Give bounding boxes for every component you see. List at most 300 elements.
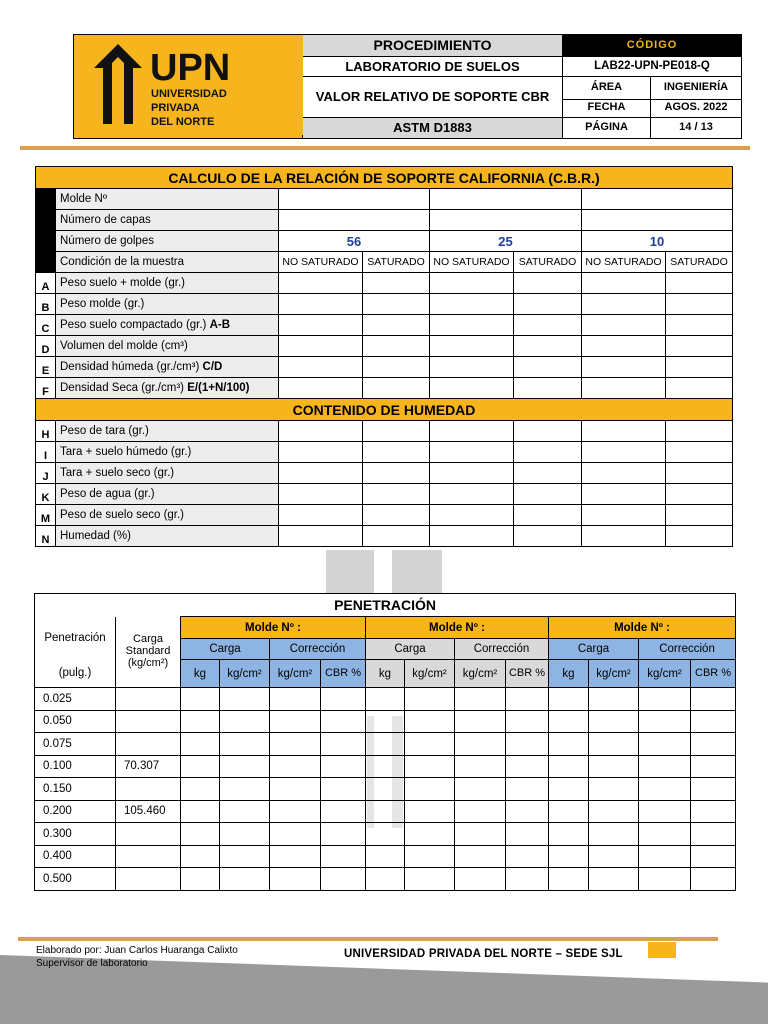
cbr-rows [36, 273, 733, 399]
value-cell[interactable] [181, 868, 220, 891]
value-cell[interactable] [279, 421, 363, 442]
row-letter: B [36, 294, 56, 315]
unit-kgcm2: kg/cm² [220, 660, 270, 688]
value-cell[interactable] [321, 823, 366, 846]
value-cell[interactable] [363, 336, 430, 357]
value-cell[interactable] [220, 733, 270, 756]
value-cell[interactable] [366, 688, 405, 711]
value-cell[interactable] [582, 273, 666, 294]
cond-no-saturado: NO SATURADO [582, 252, 666, 273]
cbr-title: CALCULO DE LA RELACIÓN DE SOPORTE CALIFORNIA (C.B.R.) [36, 167, 733, 189]
value-cell[interactable] [455, 868, 506, 891]
header-divider [20, 146, 750, 150]
value-cell[interactable] [430, 273, 514, 294]
value-cell[interactable] [582, 505, 666, 526]
value-cell[interactable] [514, 357, 582, 378]
value-cell[interactable] [366, 778, 405, 801]
molde-header-3: Molde Nº : [549, 617, 736, 639]
row-letter: D [36, 336, 56, 357]
value-cell[interactable] [181, 688, 220, 711]
value-cell[interactable] [321, 778, 366, 801]
letter-blank [36, 231, 56, 252]
value-cell[interactable] [582, 463, 666, 484]
value-cell[interactable] [582, 526, 666, 547]
value-cell[interactable] [455, 733, 506, 756]
codigo-value: LAB22-UPN-PE018-Q [563, 57, 742, 77]
area-value: INGENIERÍA [651, 77, 742, 100]
value-cell[interactable] [363, 442, 430, 463]
molde-cell-2[interactable] [430, 189, 582, 210]
value-cell[interactable] [181, 823, 220, 846]
value-cell[interactable] [366, 755, 405, 778]
value-cell[interactable] [363, 378, 430, 399]
value-cell[interactable] [514, 378, 582, 399]
fecha-label: FECHA [563, 99, 651, 117]
footer-university: UNIVERSIDAD PRIVADA DEL NORTE – SEDE SJL [344, 948, 623, 960]
cbr-row [36, 357, 733, 378]
std-load-value [116, 688, 181, 711]
value-cell[interactable] [514, 315, 582, 336]
value-cell[interactable] [514, 336, 582, 357]
value-cell[interactable] [506, 688, 549, 711]
value-cell[interactable] [639, 778, 691, 801]
pagina-value: 14 / 13 [651, 117, 742, 138]
value-cell[interactable] [666, 273, 733, 294]
std-load-value [116, 868, 181, 891]
value-cell[interactable] [279, 526, 363, 547]
row-letter: I [36, 442, 56, 463]
pen-value: 0.500 [35, 868, 116, 891]
correccion-header-3: Corrección [639, 639, 736, 660]
value-cell[interactable] [220, 845, 270, 868]
molde-header-2: Molde Nº : [366, 617, 549, 639]
row-label: Peso de suelo seco (gr.) [56, 505, 279, 526]
value-cell[interactable] [363, 505, 430, 526]
value-cell[interactable] [514, 463, 582, 484]
value-cell[interactable] [270, 845, 321, 868]
value-cell[interactable] [582, 378, 666, 399]
golpes-value-3: 10 [582, 231, 733, 252]
decor-block [392, 550, 442, 594]
value-cell[interactable] [666, 463, 733, 484]
value-cell[interactable] [691, 845, 736, 868]
value-cell[interactable] [321, 868, 366, 891]
value-cell[interactable] [181, 733, 220, 756]
value-cell[interactable] [691, 710, 736, 733]
row-formula: A-B [209, 319, 231, 331]
unit-kg: kg [181, 660, 220, 688]
value-cell[interactable] [181, 755, 220, 778]
value-cell[interactable] [582, 357, 666, 378]
unit-kgcm2: kg/cm² [589, 660, 639, 688]
value-cell[interactable] [279, 273, 363, 294]
value-cell[interactable] [666, 505, 733, 526]
value-cell[interactable] [506, 868, 549, 891]
pen-value: 0.100 [35, 755, 116, 778]
logo-line1: UNIVERSIDAD [151, 88, 227, 100]
humedad-row [36, 421, 733, 442]
value-cell[interactable] [279, 442, 363, 463]
footer-credits [36, 945, 238, 970]
value-cell[interactable] [363, 463, 430, 484]
value-cell[interactable] [666, 294, 733, 315]
value-cell[interactable] [430, 505, 514, 526]
value-cell[interactable] [366, 710, 405, 733]
value-cell[interactable] [270, 688, 321, 711]
value-cell[interactable] [405, 845, 455, 868]
value-cell[interactable] [549, 688, 589, 711]
unit-kgcm2: kg/cm² [270, 660, 321, 688]
letter-blank [36, 189, 56, 210]
value-cell[interactable] [589, 733, 639, 756]
value-cell[interactable] [430, 336, 514, 357]
value-cell[interactable] [639, 688, 691, 711]
row-formula: C/D [202, 361, 223, 373]
value-cell[interactable] [363, 421, 430, 442]
cond-saturado: SATURADO [514, 252, 582, 273]
unit-kg: kg [549, 660, 589, 688]
row-label-text: Densidad húmeda (gr./cm³) [60, 361, 203, 373]
document-header [73, 34, 742, 139]
value-cell[interactable] [270, 823, 321, 846]
std-load-value [116, 845, 181, 868]
value-cell[interactable] [506, 778, 549, 801]
pen-value: 0.200 [35, 800, 116, 823]
lab-title: LABORATORIO DE SUELOS [303, 57, 563, 77]
value-cell[interactable] [455, 800, 506, 823]
row-letter: A [36, 273, 56, 294]
value-cell[interactable] [666, 526, 733, 547]
value-cell[interactable] [666, 378, 733, 399]
area-label: ÁREA [563, 77, 651, 100]
value-cell[interactable] [181, 800, 220, 823]
capas-cell-2[interactable] [430, 210, 582, 231]
value-cell[interactable] [639, 823, 691, 846]
decor-block [326, 550, 374, 594]
penetracion-table [34, 593, 736, 891]
row-label-text: Peso suelo + molde (gr.) [60, 277, 185, 289]
value-cell[interactable] [639, 710, 691, 733]
molde-cell-3[interactable] [582, 189, 733, 210]
value-cell[interactable] [691, 868, 736, 891]
value-cell[interactable] [279, 294, 363, 315]
col-pulg: (pulg.) [35, 660, 116, 688]
value-cell[interactable] [549, 778, 589, 801]
value-cell[interactable] [430, 484, 514, 505]
row-label [56, 315, 279, 336]
value-cell[interactable] [549, 755, 589, 778]
value-cell[interactable] [639, 755, 691, 778]
value-cell[interactable] [430, 442, 514, 463]
value-cell[interactable] [220, 778, 270, 801]
value-cell[interactable] [366, 845, 405, 868]
value-cell[interactable] [666, 315, 733, 336]
cond-saturado: SATURADO [363, 252, 430, 273]
humedad-row [36, 505, 733, 526]
value-cell[interactable] [666, 357, 733, 378]
row-label: Tara + suelo húmedo (gr.) [56, 442, 279, 463]
value-cell[interactable] [455, 778, 506, 801]
value-cell[interactable] [430, 315, 514, 336]
value-cell[interactable] [455, 755, 506, 778]
std-load-value [116, 710, 181, 733]
value-cell[interactable] [549, 823, 589, 846]
value-cell[interactable] [181, 845, 220, 868]
penetracion-row [35, 845, 736, 868]
row-letter: E [36, 357, 56, 378]
value-cell[interactable] [363, 294, 430, 315]
unit-cbr: CBR % [691, 660, 736, 688]
cond-no-saturado: NO SATURADO [279, 252, 363, 273]
value-cell[interactable] [366, 823, 405, 846]
value-cell[interactable] [514, 442, 582, 463]
value-cell[interactable] [691, 800, 736, 823]
value-cell[interactable] [220, 823, 270, 846]
row-label: Peso de agua (gr.) [56, 484, 279, 505]
value-cell[interactable] [589, 845, 639, 868]
value-cell[interactable] [639, 733, 691, 756]
penetracion-row [35, 868, 736, 891]
value-cell[interactable] [321, 710, 366, 733]
value-cell[interactable] [220, 755, 270, 778]
value-cell[interactable] [549, 868, 589, 891]
humedad-row [36, 463, 733, 484]
row-formula: E/(1+N/100) [187, 382, 250, 394]
cbr-row [36, 378, 733, 399]
value-cell[interactable] [455, 823, 506, 846]
value-cell[interactable] [220, 868, 270, 891]
value-cell[interactable] [181, 778, 220, 801]
correccion-header-1: Corrección [270, 639, 366, 660]
pen-value: 0.050 [35, 710, 116, 733]
value-cell[interactable] [430, 378, 514, 399]
value-cell[interactable] [363, 357, 430, 378]
value-cell[interactable] [514, 484, 582, 505]
value-cell[interactable] [582, 421, 666, 442]
penetracion-row [35, 800, 736, 823]
value-cell[interactable] [279, 336, 363, 357]
value-cell[interactable] [363, 315, 430, 336]
capas-cell-1[interactable] [279, 210, 430, 231]
value-cell[interactable] [279, 463, 363, 484]
value-cell[interactable] [691, 778, 736, 801]
value-cell[interactable] [589, 688, 639, 711]
value-cell[interactable] [514, 294, 582, 315]
elaborado-text: Elaborado por: Juan Carlos Huaranga Calixto [36, 945, 238, 956]
value-cell[interactable] [549, 733, 589, 756]
value-cell[interactable] [549, 845, 589, 868]
value-cell[interactable] [666, 484, 733, 505]
value-cell[interactable] [582, 336, 666, 357]
fecha-value: AGOS. 2022 [651, 99, 742, 117]
row-letter: J [36, 463, 56, 484]
value-cell[interactable] [279, 378, 363, 399]
value-cell[interactable] [363, 526, 430, 547]
value-cell[interactable] [639, 868, 691, 891]
capas-cell-3[interactable] [582, 210, 733, 231]
value-cell[interactable] [270, 710, 321, 733]
value-cell[interactable] [270, 733, 321, 756]
unit-kgcm2: kg/cm² [405, 660, 455, 688]
logo-line3: DEL NORTE [151, 116, 215, 128]
value-cell[interactable] [455, 710, 506, 733]
penetracion-row [35, 733, 736, 756]
value-cell[interactable] [549, 710, 589, 733]
value-cell[interactable] [321, 688, 366, 711]
value-cell[interactable] [430, 526, 514, 547]
value-cell[interactable] [366, 868, 405, 891]
row-letter: C [36, 315, 56, 336]
pen-value: 0.025 [35, 688, 116, 711]
value-cell[interactable] [270, 755, 321, 778]
value-cell[interactable] [582, 484, 666, 505]
value-cell[interactable] [582, 315, 666, 336]
std-load-value [116, 778, 181, 801]
value-cell[interactable] [506, 845, 549, 868]
logo-line2: PRIVADA [151, 102, 200, 114]
carga-header-2: Carga [366, 639, 455, 660]
value-cell[interactable] [582, 442, 666, 463]
value-cell[interactable] [405, 755, 455, 778]
value-cell[interactable] [430, 357, 514, 378]
value-cell[interactable] [506, 733, 549, 756]
cbr-row [36, 273, 733, 294]
value-cell[interactable] [405, 710, 455, 733]
logo-mark: UPN [150, 47, 231, 89]
value-cell[interactable] [514, 273, 582, 294]
penetracion-rows [35, 688, 736, 891]
value-cell[interactable] [430, 463, 514, 484]
value-cell[interactable] [405, 868, 455, 891]
value-cell[interactable] [666, 442, 733, 463]
value-cell[interactable] [691, 823, 736, 846]
condicion-label: Condición de la muestra [56, 252, 279, 273]
penetracion-row [35, 755, 736, 778]
value-cell[interactable] [405, 823, 455, 846]
value-cell[interactable] [691, 755, 736, 778]
golpes-label: Número de golpes [56, 231, 279, 252]
humedad-row [36, 442, 733, 463]
penetracion-title: PENETRACIÓN [35, 594, 736, 617]
value-cell[interactable] [321, 845, 366, 868]
row-letter: H [36, 421, 56, 442]
unit-kgcm2: kg/cm² [455, 660, 506, 688]
row-label [56, 273, 279, 294]
row-label-text: Densidad Seca (gr./cm³) [60, 382, 188, 394]
value-cell[interactable] [321, 800, 366, 823]
value-cell[interactable] [405, 778, 455, 801]
golpes-value-1: 56 [279, 231, 430, 252]
value-cell[interactable] [321, 733, 366, 756]
value-cell[interactable] [220, 800, 270, 823]
capas-label: Número de capas [56, 210, 279, 231]
value-cell[interactable] [363, 484, 430, 505]
value-cell[interactable] [430, 294, 514, 315]
value-cell[interactable] [405, 733, 455, 756]
value-cell[interactable] [589, 823, 639, 846]
molde-header-1: Molde Nº : [181, 617, 366, 639]
value-cell[interactable] [279, 505, 363, 526]
value-cell[interactable] [589, 778, 639, 801]
value-cell[interactable] [181, 710, 220, 733]
row-letter: K [36, 484, 56, 505]
value-cell[interactable] [514, 526, 582, 547]
value-cell[interactable] [506, 800, 549, 823]
value-cell[interactable] [270, 778, 321, 801]
value-cell[interactable] [321, 755, 366, 778]
upn-logo-icon [74, 35, 303, 135]
pen-value: 0.300 [35, 823, 116, 846]
row-label [56, 357, 279, 378]
value-cell[interactable] [405, 800, 455, 823]
value-cell[interactable] [514, 505, 582, 526]
row-label [56, 294, 279, 315]
value-cell[interactable] [506, 755, 549, 778]
value-cell[interactable] [455, 688, 506, 711]
value-cell[interactable] [691, 688, 736, 711]
value-cell[interactable] [589, 710, 639, 733]
value-cell[interactable] [270, 868, 321, 891]
col-carga-standard: Carga Standard (kg/cm²) [116, 617, 181, 688]
value-cell[interactable] [639, 845, 691, 868]
pen-value: 0.075 [35, 733, 116, 756]
penetracion-row [35, 778, 736, 801]
value-cell[interactable] [666, 336, 733, 357]
value-cell[interactable] [220, 710, 270, 733]
value-cell[interactable] [405, 688, 455, 711]
value-cell[interactable] [366, 733, 405, 756]
value-cell[interactable] [366, 800, 405, 823]
value-cell[interactable] [589, 800, 639, 823]
value-cell[interactable] [270, 800, 321, 823]
humedad-rows [36, 421, 733, 547]
value-cell[interactable] [506, 710, 549, 733]
value-cell[interactable] [279, 357, 363, 378]
penetracion-row [35, 823, 736, 846]
supervisor-text: Supervisor de laboratorio [36, 957, 148, 969]
value-cell[interactable] [639, 800, 691, 823]
carga-header-3: Carga [549, 639, 639, 660]
value-cell[interactable] [589, 868, 639, 891]
molde-cell-1[interactable] [279, 189, 430, 210]
std-load-value [116, 823, 181, 846]
value-cell[interactable] [582, 294, 666, 315]
value-cell[interactable] [589, 755, 639, 778]
value-cell[interactable] [279, 315, 363, 336]
carga-header-1: Carga [181, 639, 270, 660]
value-cell[interactable] [549, 800, 589, 823]
value-cell[interactable] [220, 688, 270, 711]
row-letter: N [36, 526, 56, 547]
value-cell[interactable] [430, 421, 514, 442]
value-cell[interactable] [506, 823, 549, 846]
value-cell[interactable] [279, 484, 363, 505]
row-label: Tara + suelo seco (gr.) [56, 463, 279, 484]
unit-cbr: CBR % [321, 660, 366, 688]
molde-label: Molde Nº [56, 189, 279, 210]
value-cell[interactable] [666, 421, 733, 442]
unit-kg: kg [366, 660, 405, 688]
row-letter: M [36, 505, 56, 526]
valor-title: VALOR RELATIVO DE SOPORTE CBR [303, 77, 563, 118]
row-label: Peso de tara (gr.) [56, 421, 279, 442]
value-cell[interactable] [514, 421, 582, 442]
letter-blank [36, 210, 56, 231]
value-cell[interactable] [363, 273, 430, 294]
humedad-title: CONTENIDO DE HUMEDAD [36, 399, 733, 421]
value-cell[interactable] [455, 845, 506, 868]
value-cell[interactable] [691, 733, 736, 756]
